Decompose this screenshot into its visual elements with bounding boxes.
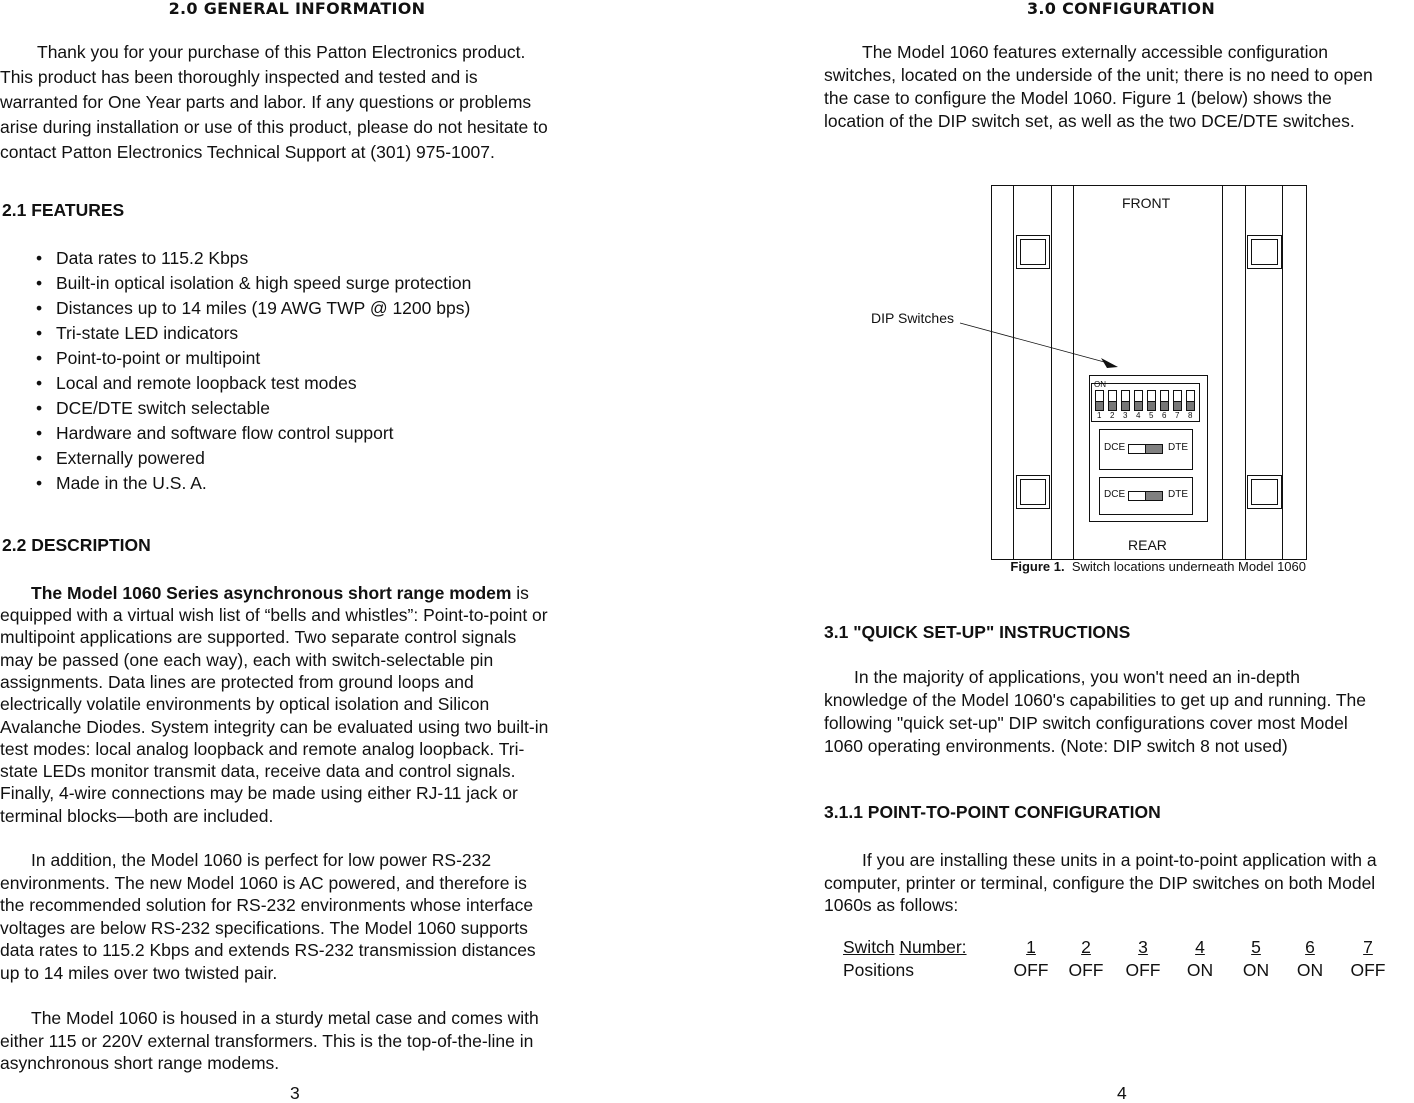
bullet-icon: • bbox=[36, 323, 43, 343]
text-line: state LEDs monitor transmit data, receive data and control signals. bbox=[0, 761, 516, 782]
features-heading: 2.1 FEATURES bbox=[2, 200, 125, 220]
text-line: computer, printer or terminal, configure the DIP switches on both Model bbox=[824, 872, 1376, 893]
text-line: assignments. Data lines are protected from ground loops and bbox=[0, 671, 474, 692]
text-line: arise during installation or use of this product, please do not hesitate to bbox=[0, 117, 548, 137]
dip-switch-number: 3 bbox=[1123, 411, 1128, 420]
switch-number: 5 bbox=[1251, 937, 1261, 957]
switch-position: ON bbox=[1296, 960, 1324, 980]
bullet-icon: • bbox=[36, 348, 43, 368]
positions-label: Positions bbox=[843, 960, 915, 980]
feature-item: Local and remote loopback test modes bbox=[56, 373, 357, 393]
rear-label: REAR bbox=[1128, 537, 1167, 553]
text-line: switches, located on the underside of the unit; there is no need to open bbox=[824, 65, 1373, 85]
dip-switch-number: 8 bbox=[1188, 411, 1193, 420]
feature-item: Externally powered bbox=[56, 448, 205, 468]
text-line: either 115 or 220V external transformers. This is the top-of-the-line in bbox=[0, 1030, 534, 1051]
switch-number: 1 bbox=[1026, 937, 1036, 957]
text-line: following "quick set-up" DIP switch configurations cover most Model bbox=[824, 713, 1348, 733]
dip-switch-5 bbox=[1148, 391, 1156, 411]
switch-position: OFF bbox=[1068, 960, 1104, 980]
dce-label: DCE bbox=[1104, 489, 1126, 500]
description-heading: 2.2 DESCRIPTION bbox=[2, 535, 151, 555]
text-line: asynchronous short range modems. bbox=[0, 1053, 280, 1073]
text-line: voltages are below RS-232 specifications. The Model 1060 supports bbox=[0, 917, 528, 938]
switch-number: 3 bbox=[1138, 937, 1148, 957]
mounting-square-icon bbox=[1017, 236, 1050, 269]
switch-number: 7 bbox=[1363, 937, 1373, 957]
switch-number-header bbox=[843, 937, 967, 957]
dip-switch-number: 5 bbox=[1149, 411, 1154, 420]
text-line: the case to configure the Model 1060. Figure 1 (below) shows the bbox=[824, 88, 1332, 108]
feature-item: DCE/DTE switch selectable bbox=[56, 398, 270, 418]
front-label: FRONT bbox=[1122, 195, 1171, 211]
figure-caption-label: Figure 1. bbox=[1010, 559, 1065, 574]
feature-item: Distances up to 14 miles (19 AWG TWP @ 1200 bps) bbox=[56, 298, 471, 318]
switch-number: 2 bbox=[1081, 937, 1091, 957]
section-heading-configuration: 3.0 CONFIGURATION bbox=[1026, 0, 1216, 18]
dip-pointer-line bbox=[960, 323, 1108, 363]
dce-label: DCE bbox=[1104, 442, 1126, 453]
text-line: In addition, the Model 1060 is perfect for low power RS-232 bbox=[31, 850, 492, 870]
bullet-icon: • bbox=[36, 298, 43, 318]
bullet-icon: • bbox=[36, 273, 43, 293]
dip-switches-label: DIP Switches bbox=[871, 310, 954, 326]
description-lead-bold: The Model 1060 Series asynchronous short range modem bbox=[31, 583, 512, 603]
text-line: multipoint applications are supported. Two separate control signals bbox=[0, 627, 517, 648]
mounting-square-icon bbox=[1248, 236, 1282, 269]
text-line: 1060 operating environments. (Note: DIP switch 8 not used) bbox=[824, 736, 1288, 756]
switch-position: OFF bbox=[1350, 960, 1386, 980]
text-line: up to 14 miles over two twisted pair. bbox=[0, 962, 278, 983]
bullet-icon: • bbox=[36, 473, 43, 493]
dte-label: DTE bbox=[1168, 442, 1188, 453]
text-line: electrically volatile environments by optical isolation and Silicon bbox=[0, 694, 490, 715]
dip-switch-6 bbox=[1161, 391, 1169, 411]
text-line: 1060s as follows: bbox=[824, 895, 959, 915]
feature-item: Data rates to 115.2 Kbps bbox=[56, 248, 249, 268]
text-line: equipped with a virtual wish list of “bells and whistles”: Point-to-point or bbox=[0, 605, 548, 625]
feature-item: Hardware and software flow control support bbox=[56, 423, 394, 443]
switch-position: ON bbox=[1186, 960, 1214, 980]
text-line: the recommended solution for RS-232 environments whose interface bbox=[0, 895, 534, 915]
switch-position: OFF bbox=[1125, 960, 1161, 980]
bullet-icon: • bbox=[36, 373, 43, 393]
feature-item: Made in the U.S. A. bbox=[56, 473, 207, 493]
dip-switch-7 bbox=[1174, 391, 1182, 411]
dip-switch-block bbox=[1092, 384, 1200, 422]
dce-dte-toggle-2 bbox=[1129, 492, 1163, 501]
mounting-square-icon bbox=[1017, 476, 1050, 509]
text-line: Thank you for your purchase of this Patton Electronics product. bbox=[37, 42, 526, 62]
text-line: test modes: local analog loopback and remote analog loopback. Tri- bbox=[0, 738, 525, 759]
text-line: warranted for One Year parts and labor. If any questions or problems bbox=[0, 92, 532, 112]
description-lead-rest: is bbox=[511, 583, 529, 603]
unit-outline bbox=[992, 186, 1307, 560]
dip-switch-number: 1 bbox=[1097, 411, 1102, 420]
switch-position: ON bbox=[1242, 960, 1270, 980]
arrowhead-icon bbox=[1101, 358, 1118, 368]
feature-item: Point-to-point or multipoint bbox=[56, 348, 261, 368]
page-number: 4 bbox=[1117, 1083, 1127, 1103]
dce-dte-toggle-1 bbox=[1129, 445, 1163, 454]
dip-switch-number: 2 bbox=[1110, 411, 1115, 420]
text-line: In the majority of applications, you won't need an in-depth bbox=[854, 667, 1300, 687]
text-line: Avalanche Diodes. System integrity can be evaluated using two built-in bbox=[0, 716, 549, 737]
dte-label: DTE bbox=[1168, 489, 1188, 500]
text-line: environments. The new Model 1060 is AC powered, and therefore is bbox=[0, 872, 527, 893]
dip-switch-2 bbox=[1109, 391, 1117, 411]
dip-switch-number: 6 bbox=[1162, 411, 1167, 420]
quick-setup-heading: 3.1 "QUICK SET-UP" INSTRUCTIONS bbox=[824, 622, 1131, 642]
text-line: knowledge of the Model 1060's capabilities to get up and running. The bbox=[824, 690, 1367, 710]
dip-switch-8 bbox=[1187, 391, 1195, 411]
on-label: ON bbox=[1094, 380, 1106, 389]
text-line: If you are installing these units in a point-to-point application with a bbox=[862, 850, 1377, 870]
switch-number: 4 bbox=[1195, 937, 1205, 957]
section-heading-general-information: 2.0 GENERAL INFORMATION bbox=[168, 0, 426, 18]
bullet-icon: • bbox=[36, 398, 43, 418]
dip-switch-number: 4 bbox=[1136, 411, 1141, 420]
bullet-icon: • bbox=[36, 448, 43, 468]
text-line: data rates to 115.2 Kbps and extends RS-232 transmission distances bbox=[0, 940, 536, 960]
text-line: The Model 1060 features externally accessible configuration bbox=[862, 42, 1328, 62]
bullet-icon: • bbox=[36, 248, 43, 268]
text-line: contact Patton Electronics Technical Support at (301) 975-1007. bbox=[0, 142, 495, 162]
text-line: The Model 1060 is housed in a sturdy metal case and comes with bbox=[31, 1008, 539, 1028]
text-line: terminal blocks—both are included. bbox=[0, 805, 274, 826]
switch-number: 6 bbox=[1305, 937, 1315, 957]
point-to-point-heading: 3.1.1 POINT-TO-POINT CONFIGURATION bbox=[824, 802, 1161, 822]
feature-item: Built-in optical isolation & high speed surge protection bbox=[56, 273, 472, 293]
bullet-icon: • bbox=[36, 423, 43, 443]
dip-switch-number: 7 bbox=[1175, 411, 1180, 420]
feature-item: Tri-state LED indicators bbox=[56, 323, 239, 343]
switch-word: Switch bbox=[843, 937, 895, 957]
figure-caption-text: Switch locations underneath Model 1060 bbox=[1071, 559, 1306, 574]
dip-switch-3 bbox=[1122, 391, 1130, 411]
text-line: This product has been thoroughly inspected and tested and is bbox=[0, 67, 478, 87]
page-number: 3 bbox=[290, 1083, 300, 1103]
mounting-square-icon bbox=[1248, 476, 1282, 509]
text-line: may be passed (one each way), each with switch-selectable pin bbox=[0, 649, 494, 670]
text-line: location of the DIP switch set, as well as the two DCE/DTE switches. bbox=[824, 111, 1355, 131]
dip-switch-4 bbox=[1135, 391, 1143, 411]
text-line: Finally, 4-wire connections may be made using either RJ-11 jack or bbox=[0, 783, 518, 804]
number-word: Number: bbox=[899, 937, 967, 957]
dip-switch-1 bbox=[1096, 391, 1104, 411]
figure-caption bbox=[1010, 559, 1306, 574]
switch-position: OFF bbox=[1013, 960, 1049, 980]
